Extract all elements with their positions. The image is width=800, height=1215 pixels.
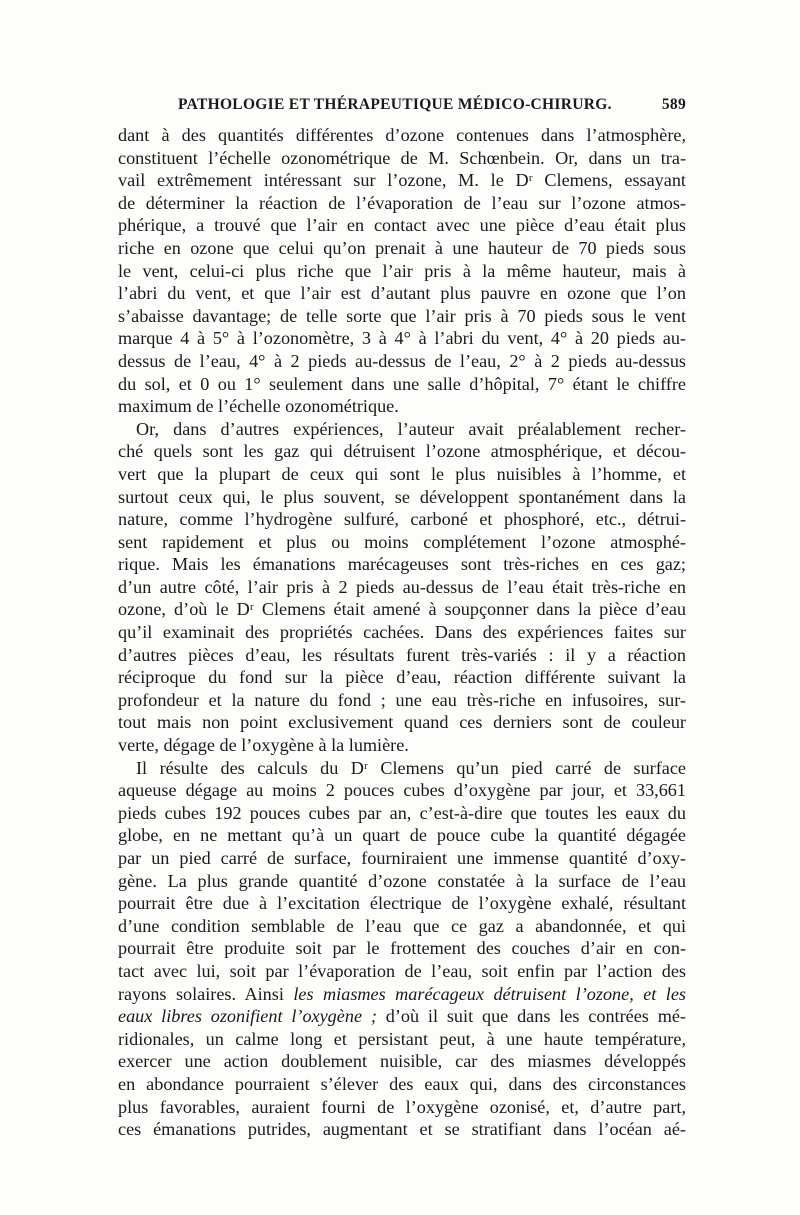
text-line: Il résulte des calculs du Dʳ Clemens qu’un pied carré de surface [136, 757, 686, 778]
text-line: d’une condition semblable de l’eau que ce gaz a abandonnée, et qui [118, 915, 686, 936]
text-line: nature, comme l’hydrogène sulfuré, carboné et phosphoré, etc., détrui- [118, 509, 686, 530]
text-line: par un pied carré de surface, fourniraient une immense quantité d’oxy- [118, 848, 686, 868]
text-line: dessus de l’eau, 4° à 2 pieds au-dessus de l’eau, 2° à 2 pieds au-dessus [118, 350, 686, 371]
text-line: du sol, et 0 ou 1° seulement dans une salle d’hôpital, 7° étant le chiffre [118, 373, 686, 394]
text-line: pieds cubes 192 pouces cubes par an, c’est-à-dire que toutes les eaux du [118, 802, 686, 823]
text-line: gène. La plus grande quantité d’ozone constatée à la surface de l’eau [118, 870, 686, 891]
text-line: ridionales, un calme long et persistant peut, à une haute température, [118, 1028, 686, 1049]
text-line: aqueuse dégage au moins 2 pouces cubes d’oxygène par jour, et 33,661 [118, 780, 686, 801]
text-line: d’autres pièces d’eau, les résultats furent très-variés : il y a réaction [118, 644, 686, 665]
text-line: d’un autre côté, l’air pris à 2 pieds au-dessus de l’eau était très-riche en [118, 576, 686, 597]
text-line: constituent l’échelle ozonométrique de M. Schœnbein. Or, dans un tra- [118, 147, 686, 168]
running-title: PATHOLOGIE ET THÉRAPEUTIQUE MÉDICO-CHIRURG. [178, 96, 612, 113]
text-line: rique. Mais les émanations marécageuses sont très-riches en ces gaz; [118, 554, 686, 575]
italic-run: eaux libres ozonifient l’oxygène ; [118, 1006, 377, 1027]
text-run: rayons solaires. Ainsi [118, 983, 294, 1004]
text-line: Or, dans d’autres expériences, l’auteur avait préalablement recher- [136, 418, 686, 439]
text-line: le vent, celui-ci plus riche que l’air pris à la même hauteur, mais à [118, 260, 686, 281]
text-line: dant à des quantités différentes d’ozone contenues dans l’atmosphère, [118, 125, 686, 145]
text-line: vert que la plupart de ceux qui sont le plus nuisibles à l’homme, et [118, 463, 686, 484]
text-line: s’abaisse davantage; de telle sorte que l’air pris à 70 pieds sous le vent [118, 305, 686, 326]
text-line: qu’il examinait des propriétés cachées. Dans des expériences faites sur [118, 622, 686, 643]
paragraph-3 [118, 757, 686, 1141]
paragraph-2 [118, 418, 686, 757]
text-line: globe, en ne mettant qu’à un quart de pouce cube la quantité dégagée [118, 825, 686, 846]
text-line: pourrait être produite soit par le frottement des couches d’air en con- [118, 938, 686, 959]
text-line-mixed [118, 983, 686, 1006]
text-line: ché quels sont les gaz qui détruisent l’ozone atmosphérique, et décou- [118, 441, 686, 462]
running-head [118, 96, 686, 122]
text-line: profondeur et la nature du fond ; une eau très-riche en infusoires, sur- [118, 689, 686, 710]
paragraph-1 [118, 124, 686, 418]
text-line: surtout ceux qui, le plus souvent, se développent spontanément dans la [118, 486, 686, 507]
text-line: ozone, d’où le Dʳ Clemens était amené à soupçonner dans la pièce d’eau [118, 599, 686, 620]
body-text [118, 124, 686, 1141]
text-line: sent rapidement et plus ou moins complétement l’ozone atmosphé- [118, 531, 686, 552]
text-line: marque 4 à 5° à l’ozonomètre, 3 à 4° à l’abri du vent, 4° à 20 pieds au- [118, 328, 686, 349]
text-line: plus favorables, auraient fourni de l’oxygène ozonisé, et, d’autre part, [118, 1096, 686, 1117]
text-line: réciproque du fond sur la pièce d’eau, réaction différente suivant la [118, 667, 686, 688]
text-run: d’où il suit que dans les contrées mé- [376, 1006, 686, 1027]
text-line: vail extrêmement intéressant sur l’ozone, M. le Dʳ Clemens, essayant [118, 170, 686, 191]
text-line: tact avec lui, soit par l’évaporation de l’eau, soit enfin par l’action des [118, 960, 686, 981]
text-line: en abondance pourraient s’élever des eaux qui, dans des circonstances [118, 1073, 686, 1094]
page-number: 589 [661, 96, 686, 113]
text-line: ces émanations putrides, augmentant et se stratifiant dans l’océan aé- [118, 1119, 686, 1140]
text-line: exercer une action doublement nuisible, car des miasmes développés [118, 1051, 686, 1072]
text-line-mixed [118, 1005, 686, 1028]
text-line: verte, dégage de l’oxygène à la lumière. [118, 735, 409, 756]
text-line: phérique, a trouvé que l’air en contact avec une pièce d’eau était plus [118, 215, 686, 236]
text-line: l’abri du vent, et que l’air est d’autant plus pauvre en ozone que l’on [118, 283, 686, 304]
text-line: pourrait être due à l’excitation électrique de l’oxygène exhalé, résultant [118, 893, 686, 914]
text-line: de déterminer la réaction de l’évaporation de l’eau sur l’ozone atmos- [118, 192, 686, 213]
text-line: tout mais non point exclusivement quand ces derniers sont de couleur [118, 712, 686, 733]
italic-run: les miasmes marécageux détruisent l’ozone, et les [293, 983, 686, 1004]
text-line: maximum de l’échelle ozonométrique. [118, 396, 399, 417]
text-line: riche en ozone que celui qu’on prenait à une hauteur de 70 pieds sous [118, 237, 686, 258]
